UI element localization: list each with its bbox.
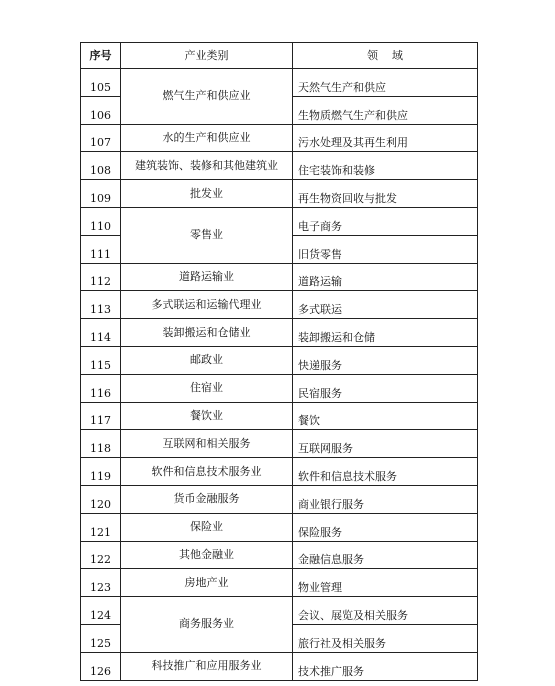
table-row (81, 652, 478, 680)
industry-field: 再生物资回收与批发 (293, 180, 478, 208)
row-number: 117 (81, 402, 121, 430)
industry-category: 零售业 (121, 207, 293, 263)
industry-category: 餐饮业 (121, 402, 293, 430)
table-row (81, 263, 478, 291)
header-field: 领域 (293, 43, 478, 69)
industry-field: 旅行社及相关服务 (293, 624, 478, 652)
table-row (81, 374, 478, 402)
industry-field: 天然气生产和供应 (293, 69, 478, 97)
table-row (81, 319, 478, 347)
table-row (81, 152, 478, 180)
industry-field: 技术推广服务 (293, 652, 478, 680)
row-number: 110 (81, 207, 121, 235)
table-row (81, 291, 478, 319)
industry-category: 批发业 (121, 180, 293, 208)
industry-category: 其他金融业 (121, 541, 293, 569)
row-number: 116 (81, 374, 121, 402)
industry-category: 燃气生产和供应业 (121, 69, 293, 125)
row-number: 119 (81, 458, 121, 486)
table-row (81, 513, 478, 541)
industry-category: 邮政业 (121, 346, 293, 374)
industry-field: 会议、展览及相关服务 (293, 597, 478, 625)
header-row (81, 43, 478, 69)
header-category: 产业类别 (121, 43, 293, 69)
row-number: 111 (81, 235, 121, 263)
row-number: 121 (81, 513, 121, 541)
industry-field: 商业银行服务 (293, 485, 478, 513)
industry-category: 软件和信息技术服务业 (121, 458, 293, 486)
table-row (81, 69, 478, 97)
table-row (81, 346, 478, 374)
row-number: 113 (81, 291, 121, 319)
row-number: 123 (81, 569, 121, 597)
industry-field: 金融信息服务 (293, 541, 478, 569)
industry-field: 生物质燃气生产和供应 (293, 96, 478, 124)
table-row (81, 402, 478, 430)
industry-field: 物业管理 (293, 569, 478, 597)
industry-category: 保险业 (121, 513, 293, 541)
industry-category: 房地产业 (121, 569, 293, 597)
header-no: 序号 (81, 43, 121, 69)
industry-field: 住宅装饰和装修 (293, 152, 478, 180)
row-number: 105 (81, 69, 121, 97)
row-number: 115 (81, 346, 121, 374)
table-row (81, 458, 478, 486)
industry-category: 商务服务业 (121, 597, 293, 653)
industry-category: 多式联运和运输代理业 (121, 291, 293, 319)
industry-field: 快递服务 (293, 346, 478, 374)
row-number: 118 (81, 430, 121, 458)
table-row (81, 597, 478, 625)
table-body (81, 69, 478, 681)
industry-category: 科技推广和应用服务业 (121, 652, 293, 680)
industry-field: 保险服务 (293, 513, 478, 541)
industry-table (80, 42, 478, 681)
industry-category: 道路运输业 (121, 263, 293, 291)
row-number: 114 (81, 319, 121, 347)
industry-category: 建筑装饰、装修和其他建筑业 (121, 152, 293, 180)
row-number: 126 (81, 652, 121, 680)
table-row (81, 569, 478, 597)
industry-field: 电子商务 (293, 207, 478, 235)
table-row (81, 541, 478, 569)
industry-category: 货币金融服务 (121, 485, 293, 513)
row-number: 109 (81, 180, 121, 208)
industry-field: 民宿服务 (293, 374, 478, 402)
row-number: 106 (81, 96, 121, 124)
industry-category: 住宿业 (121, 374, 293, 402)
table-row (81, 180, 478, 208)
industry-field: 污水处理及其再生利用 (293, 124, 478, 152)
industry-category: 水的生产和供应业 (121, 124, 293, 152)
industry-field: 旧货零售 (293, 235, 478, 263)
row-number: 122 (81, 541, 121, 569)
table-row (81, 124, 478, 152)
industry-field: 装卸搬运和仓储 (293, 319, 478, 347)
table-row (81, 430, 478, 458)
industry-field: 餐饮 (293, 402, 478, 430)
row-number: 112 (81, 263, 121, 291)
row-number: 120 (81, 485, 121, 513)
row-number: 107 (81, 124, 121, 152)
row-number: 108 (81, 152, 121, 180)
industry-category: 互联网和相关服务 (121, 430, 293, 458)
industry-field: 多式联运 (293, 291, 478, 319)
row-number: 124 (81, 597, 121, 625)
industry-field: 互联网服务 (293, 430, 478, 458)
industry-category: 装卸搬运和仓储业 (121, 319, 293, 347)
industry-field: 软件和信息技术服务 (293, 458, 478, 486)
industry-field: 道路运输 (293, 263, 478, 291)
table-row (81, 485, 478, 513)
table-row (81, 207, 478, 235)
row-number: 125 (81, 624, 121, 652)
